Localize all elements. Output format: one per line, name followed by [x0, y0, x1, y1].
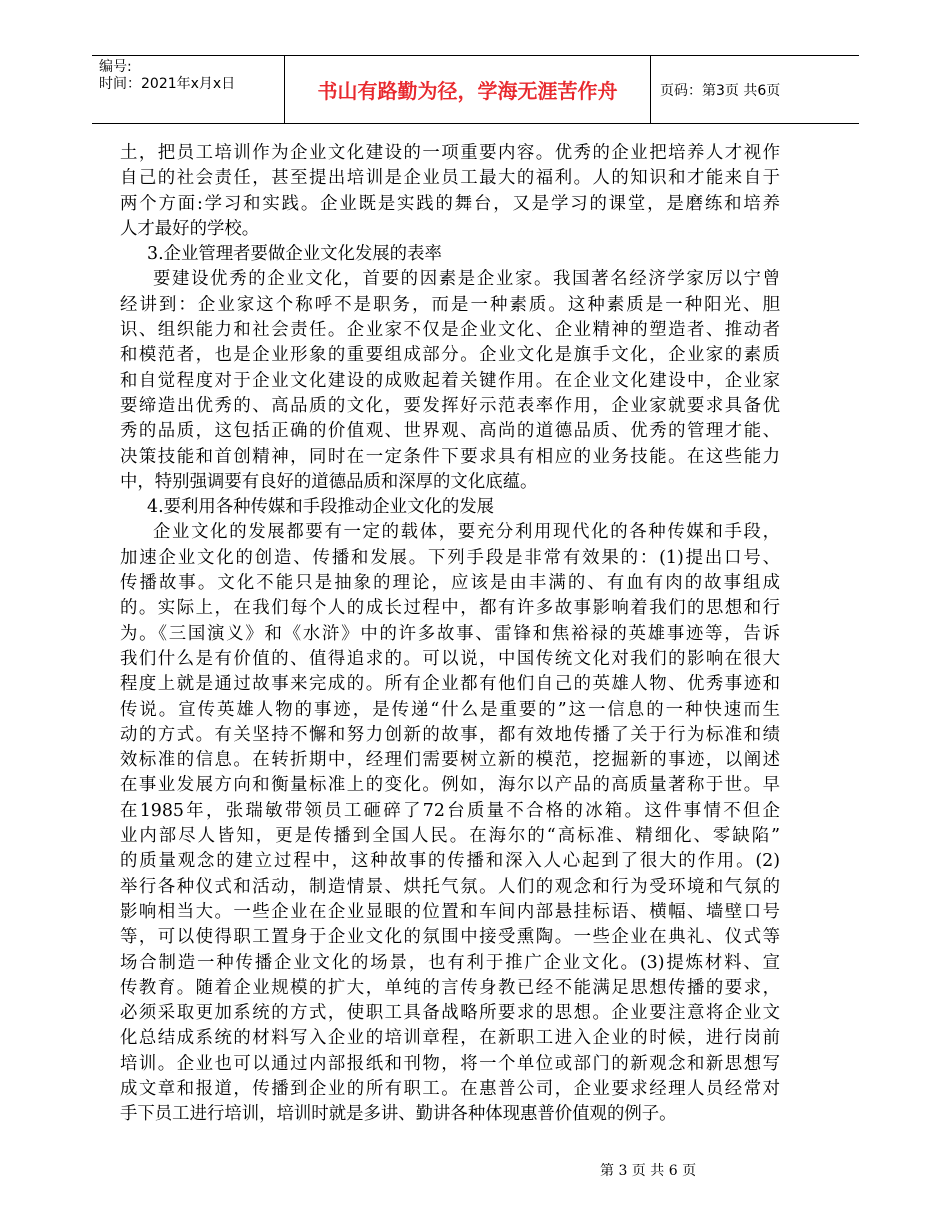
text-line: 的质量观念的建立过程中，这种故事的传播和深入人心起到了很大的作用。(2) [120, 851, 780, 872]
section-heading: 3.企业管理者要做企业文化发展的表率 [147, 244, 442, 265]
text-line: 举行各种仪式和活动，制造情景、烘托气氛。人们的观念和行为受环境和气氛的 [120, 876, 780, 897]
text-line: 在事业发展方向和衡量标准上的变化。例如，海尔以产品的高质量著称于世。早 [120, 775, 780, 796]
header-page-label: 页码：第3页 共6页 [660, 82, 781, 99]
document-body [120, 141, 780, 1128]
text-line: 影响相当大。一些企业在企业显眼的位置和车间内部悬挂标语、横幅、墙壁口号 [120, 901, 780, 922]
text-line: 两个方面:学习和实践。企业既是实践的舞台，又是学习的课堂，是磨练和培养 [120, 193, 780, 214]
text-line: 企业文化的发展都要有一定的载体，要充分利用现代化的各种传媒和手段， [153, 522, 780, 543]
text-line: 为。《三国演义》和《水浒》中的许多故事、雷锋和焦裕禄的英雄事迹等，告诉 [120, 623, 780, 644]
text-line: 决策技能和首创精神，同时在一定条件下要求具有相应的业务技能。在这些能力 [120, 446, 780, 467]
text-line: 人才最好的学校。 [120, 218, 260, 239]
text-line: 培训。企业也可以通过内部报纸和刊物，将一个单位或部门的新观念和新思想写 [120, 1053, 780, 1074]
header-meta [92, 56, 285, 123]
text-line: 传播故事。文化不能只是抽象的理论，应该是由丰满的、有血有肉的故事组成 [120, 573, 780, 594]
text-line: 效标准的信息。在转折期中，经理们需要树立新的模范，挖掘新的事迹，以阐述 [120, 750, 780, 771]
text-line: 程度上就是通过故事来完成的。所有企业都有他们自己的英雄人物、优秀事迹和 [120, 674, 780, 695]
text-line: 要建设优秀的企业文化，首要的因素是企业家。我国著名经济学家厉以宁曾 [153, 269, 780, 290]
page-header [92, 55, 859, 124]
text-line: 成文章和报道，传播到企业的所有职工。在惠普公司，企业要求经理人员经常对 [120, 1078, 780, 1099]
time-label: 时间：2021年x月x日 [99, 76, 236, 92]
number-label: 编号: [99, 59, 132, 75]
text-line: 化总结成系统的材料写入企业的培训章程，在新职工进入企业的时候，进行岗前 [120, 1028, 780, 1049]
text-line: 动的方式。有关坚持不懈和努力创新的故事，都有效地传播了关于行为标准和绩 [120, 724, 780, 745]
text-line: 要缔造出优秀的、高品质的文化，要发挥好示范表率作用，企业家就要求具备优 [120, 395, 780, 416]
text-line: 的。实际上，在我们每个人的成长过程中，都有许多故事影响着我们的思想和行 [120, 598, 780, 619]
text-line: 传说。宣传英雄人物的事迹，是传递“什么是重要的”这一信息的一种快速而生 [120, 699, 780, 720]
text-line: 和模范者，也是企业形象的重要组成部分。企业文化是旗手文化，企业家的素质 [120, 345, 780, 366]
text-line: 和自觉程度对于企业文化建设的成败起着关键作用。在企业文化建设中，企业家 [120, 370, 780, 391]
text-line: 业内部尽人皆知，更是传播到全国人民。在海尔的“高标准、精细化、零缺陷” [120, 826, 780, 847]
text-line: 经讲到：企业家这个称呼不是职务，而是一种素质。这种素质是一种阳光、胆 [120, 294, 780, 315]
text-line: 识、组织能力和社会责任。企业家不仅是企业文化、企业精神的塑造者、推动者 [120, 320, 780, 341]
text-line: 自己的社会责任，甚至提出培训是企业员工最大的福利。人的知识和才能来自于 [120, 168, 780, 189]
text-line: 传教育。随着企业规模的扩大，单纯的言传身教已经不能满足思想传播的要求， [120, 977, 780, 998]
footer-page-number: 第 3 页 共 6 页 [600, 1163, 697, 1179]
text-line: 加速企业文化的创造、传播和发展。下列手段是非常有效果的：(1)提出口号、 [120, 547, 780, 568]
text-line: 土，把员工培训作为企业文化建设的一项重要内容。优秀的企业把培养人才视作 [120, 143, 780, 163]
text-line: 秀的品质，这包括正确的价值观、世界观、高尚的道德品质、优秀的管理才能、 [120, 421, 780, 442]
text-line: 场合制造一种传播企业文化的场景，也有利于推广企业文化。(3)提炼材料、宣 [120, 952, 780, 973]
header-motto: 书山有路勤为径，学海无涯苦作舟 [285, 56, 651, 123]
text-line: 中，特别强调要有良好的道德品质和深厚的文化底蕴。 [120, 471, 538, 492]
text-line: 等，可以使得职工置身于企业文化的氛围中接受熏陶。一些企业在典礼、仪式等 [120, 927, 780, 948]
text-line: 手下员工进行培训，培训时就是多讲、勤讲各种体现惠普价值观的例子。 [120, 1104, 677, 1125]
text-line: 我们什么是有价值的、值得追求的。可以说，中国传统文化对我们的影响在很大 [120, 648, 780, 669]
text-line: 在1985年，张瑞敏带领员工砸碎了72台质量不合格的冰箱。这件事情不但企 [120, 800, 780, 821]
text-line: 必须采取更加系统的方式，使职工具备战略所要求的思想。企业要注意将企业文 [120, 1003, 780, 1024]
section-heading: 4.要利用各种传媒和手段推动企业文化的发展 [147, 497, 495, 518]
